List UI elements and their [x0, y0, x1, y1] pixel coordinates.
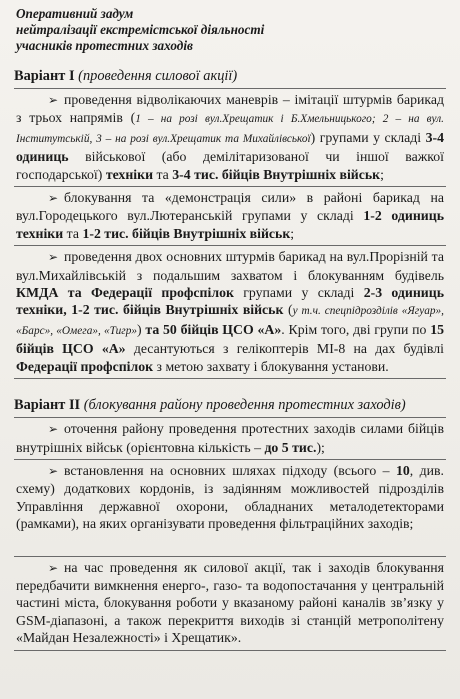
item-bold: 3-4 тис. бійців Внутрішніх військ	[172, 166, 381, 182]
item-text: ) групами у складі	[310, 129, 426, 145]
item-text: (	[283, 302, 293, 318]
item-text: та	[153, 166, 173, 182]
variant-1-subtitle: (проведення силової акції)	[78, 68, 238, 84]
bullet-arrow-icon: ➢	[47, 191, 58, 206]
header-line-3: учасників протестних заходів	[16, 38, 193, 53]
variant-2-item-1	[14, 417, 446, 460]
item-bold: та 50 бійців ЦСО «А»	[145, 321, 282, 337]
variant-2-label: Варіант II	[14, 397, 81, 414]
variant-2-item-2	[14, 460, 446, 557]
header-line-1: Оперативний задум	[16, 6, 134, 21]
item-text: блокування та «демонстрація сили» в районі барикад на вул.Городецького вул.Лютеранській групами у складі	[16, 190, 444, 224]
item-text: )	[137, 321, 146, 337]
item-bold: Федерації профспілок	[16, 358, 154, 374]
variant-1-item-2	[14, 187, 446, 246]
item-italic-note: 1 – на розі вул.Хрещатик і Б.Хмельницького; 2 – на вул. Інститутській, 3 – на розі вул.Хрещатик та Михайлівської	[16, 113, 445, 145]
item-text: на час проведення як силової акції, так і заходів блокування передбачити вимкнення енерго-, газо- та водопостачання у центральній частині міста, блокування роботи у вказаному районі каналів зв’язку у GSM-діапазоні, а також перекриття виходів зі станцій метрополітену «Майдан Незалежності» і Хрещатик».	[16, 559, 444, 646]
variant-1-label: Варіант I	[14, 68, 75, 84]
item-text: . Крім того, дві групи по	[281, 321, 431, 337]
item-text: ;	[380, 166, 384, 182]
item-text: проведення відволікаючих маневрів – імітації штурмів барикад з трьох напрямів (	[16, 92, 444, 126]
item-text: десантуються з гелікоптерів МІ-8 на дах будівлі	[125, 341, 444, 357]
item-text: групами у складі	[233, 285, 364, 301]
variant-2-title	[14, 397, 446, 414]
item-italic-note: у т.ч. спецпідрозділів «Ягуар», «Барс», «Омега», «Тигр»	[16, 305, 444, 337]
item-text: проведення двох основних штурмів барикад на вул.Прорізній та вул.Михайлівській з подальшим захватом і блокуванням будівель	[16, 249, 444, 283]
bullet-arrow-icon: ➢	[47, 250, 58, 265]
variant-2-subtitle: (блокування району проведення протестних заходів)	[83, 397, 406, 414]
item-bold: 3-4 одиниць	[16, 129, 445, 165]
variant-1-title	[14, 68, 446, 85]
item-bold: 2-3 одиниць техніки, 1-2 тис. бійців Внутрішніх військ	[16, 285, 444, 318]
header-line-2: нейтралізації екстремістської діяльності	[16, 22, 265, 37]
variant-1-item-1	[14, 88, 446, 187]
item-text: з метою захвату і блокування установи.	[153, 358, 389, 374]
item-text: оточення району проведення протестних заходів силами бійців внутрішніх військ (орієнтовна кількість –	[16, 421, 444, 455]
item-text: , див. схему) додаткових кордонів, із задіянням можливостей підрозділів Управління державної охорони, обладнаних металодетекторами (рамками), на яких організувати проведення фільтраційних заходів;	[16, 462, 445, 532]
item-bold: до 5 тис.	[264, 439, 317, 455]
item-bold: 15 бійців ЦСО «А»	[16, 321, 444, 357]
bullet-arrow-icon: ➢	[47, 463, 58, 478]
item-text: військової (або демілітаризованої чи іншої важкої господарської)	[16, 149, 444, 182]
item-text: та	[63, 225, 83, 241]
bullet-arrow-icon: ➢	[47, 422, 58, 437]
item-text: встановлення на основних шляхах підходу (всього –	[64, 462, 396, 478]
item-bold: техніки	[105, 166, 154, 182]
bullet-arrow-icon: ➢	[47, 93, 58, 107]
item-bold: 10	[395, 462, 410, 478]
item-spacer	[16, 533, 444, 553]
item-bold: 1-2 одиниць техніки	[16, 208, 444, 241]
item-text: );	[316, 439, 325, 455]
item-bold: КМДА та Федерації профспілок	[16, 285, 234, 301]
variant-2-item-3	[14, 557, 446, 651]
document-header	[16, 6, 446, 54]
item-text: ;	[290, 225, 295, 241]
bullet-arrow-icon: ➢	[47, 560, 58, 575]
variant-1-item-3	[14, 246, 446, 379]
item-bold: 1-2 тис. бійців Внутрішніх військ	[82, 225, 291, 241]
